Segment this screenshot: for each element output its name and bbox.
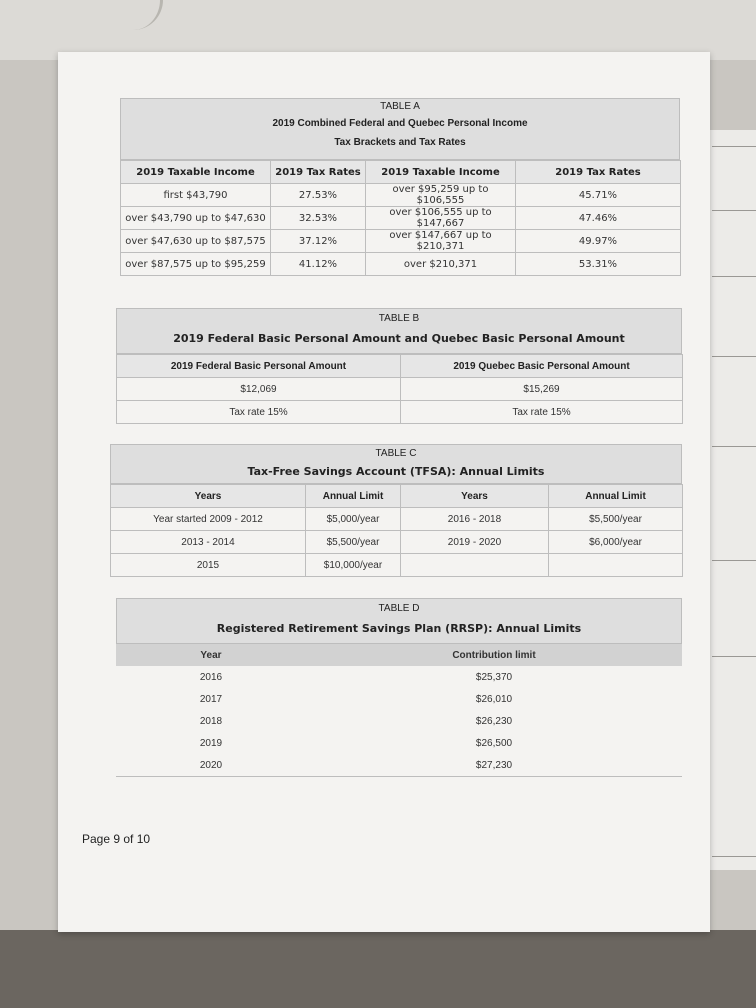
table-a-header-row bbox=[121, 161, 681, 184]
table-cell: first $43,790 bbox=[121, 184, 271, 207]
underlying-sheet-line bbox=[712, 446, 756, 447]
table-cell: over $95,259 up to $106,555 bbox=[366, 184, 516, 207]
table-cell: $12,069 bbox=[117, 378, 401, 401]
table-cell: 2016 bbox=[199, 671, 223, 683]
table-c-label: TABLE C bbox=[375, 448, 417, 459]
desk-background-top bbox=[0, 0, 756, 60]
table-cell: $26,230 bbox=[475, 715, 513, 727]
table-cell: $10,000/year bbox=[306, 554, 401, 577]
table-b-grid bbox=[116, 354, 683, 424]
underlying-sheet-line bbox=[712, 146, 756, 147]
table-b bbox=[116, 308, 682, 424]
table-b-col-header: 2019 Quebec Basic Personal Amount bbox=[401, 355, 683, 378]
table-c-col-header: Annual Limit bbox=[306, 485, 401, 508]
table-a-col-header: 2019 Taxable Income bbox=[366, 161, 516, 184]
table-row bbox=[121, 230, 681, 253]
underlying-sheet-line bbox=[712, 356, 756, 357]
table-c-header bbox=[110, 444, 682, 484]
table-a-col-header: 2019 Tax Rates bbox=[271, 161, 366, 184]
underlying-sheet-line bbox=[712, 276, 756, 277]
table-cell: 2016 - 2018 bbox=[401, 508, 549, 531]
table-d bbox=[116, 598, 682, 777]
table-cell: 2015 bbox=[111, 554, 306, 577]
table-row bbox=[121, 207, 681, 230]
table-cell bbox=[549, 554, 683, 577]
table-b-header-row bbox=[117, 355, 683, 378]
table-row bbox=[116, 754, 682, 777]
table-cell: over $147,667 up to $210,371 bbox=[366, 230, 516, 253]
table-c-col-header: Annual Limit bbox=[549, 485, 683, 508]
table-b-col-header: 2019 Federal Basic Personal Amount bbox=[117, 355, 401, 378]
table-cell: 2017 bbox=[199, 693, 223, 705]
table-cell: over $43,790 up to $47,630 bbox=[121, 207, 271, 230]
table-d-header-row bbox=[116, 644, 682, 666]
table-cell: 2018 bbox=[199, 715, 223, 727]
table-cell: 2019 - 2020 bbox=[401, 531, 549, 554]
table-a-label: TABLE A bbox=[380, 101, 420, 112]
table-cell: $5,500/year bbox=[549, 508, 683, 531]
table-a-header bbox=[120, 98, 680, 160]
table-cell: $6,000/year bbox=[549, 531, 683, 554]
table-cell: 2019 bbox=[199, 737, 223, 749]
table-c-col-header: Years bbox=[401, 485, 549, 508]
table-cell: 49.97% bbox=[516, 230, 681, 253]
underlying-sheet-line bbox=[712, 210, 756, 211]
table-cell: over $47,630 up to $87,575 bbox=[121, 230, 271, 253]
table-row bbox=[116, 710, 682, 732]
table-d-label: TABLE D bbox=[378, 603, 420, 614]
desk-background-bottom bbox=[0, 930, 756, 1008]
table-cell: over $87,575 up to $95,259 bbox=[121, 253, 271, 276]
table-row bbox=[117, 378, 683, 401]
table-d-grid bbox=[116, 644, 682, 777]
table-row bbox=[116, 732, 682, 754]
underlying-sheet-line bbox=[712, 856, 756, 857]
table-cell: 47.46% bbox=[516, 207, 681, 230]
underlying-sheet-line bbox=[712, 560, 756, 561]
table-cell: 27.53% bbox=[271, 184, 366, 207]
table-row bbox=[117, 401, 683, 424]
table-row bbox=[121, 253, 681, 276]
table-a-title: 2019 Combined Federal and Quebec Personal Income bbox=[272, 118, 528, 129]
table-c bbox=[110, 444, 682, 577]
table-d-col-header: Contribution limit bbox=[452, 649, 536, 661]
table-a-col-header: 2019 Tax Rates bbox=[516, 161, 681, 184]
table-b-header bbox=[116, 308, 682, 354]
table-cell: $27,230 bbox=[475, 759, 513, 771]
table-b-title: 2019 Federal Basic Personal Amount and Quebec Basic Personal Amount bbox=[173, 332, 625, 345]
table-cell: $5,500/year bbox=[306, 531, 401, 554]
table-a-col-header: 2019 Taxable Income bbox=[121, 161, 271, 184]
table-cell: 2013 - 2014 bbox=[111, 531, 306, 554]
table-cell: 45.71% bbox=[516, 184, 681, 207]
table-cell: $26,500 bbox=[475, 737, 513, 749]
table-cell: 32.53% bbox=[271, 207, 366, 230]
table-a-grid bbox=[120, 160, 681, 276]
table-row bbox=[111, 554, 683, 577]
table-cell: over $210,371 bbox=[366, 253, 516, 276]
table-row bbox=[111, 531, 683, 554]
table-cell: 2020 bbox=[199, 759, 223, 771]
table-row bbox=[121, 184, 681, 207]
table-row bbox=[111, 508, 683, 531]
table-row bbox=[116, 666, 682, 688]
table-d-col-header: Year bbox=[200, 649, 222, 661]
table-cell bbox=[401, 554, 549, 577]
page-number: Page 9 of 10 bbox=[82, 832, 151, 846]
table-cell: $26,010 bbox=[475, 693, 513, 705]
table-cell: $5,000/year bbox=[306, 508, 401, 531]
table-row bbox=[116, 688, 682, 710]
table-cell: Tax rate 15% bbox=[117, 401, 401, 424]
table-cell: Year started 2009 - 2012 bbox=[111, 508, 306, 531]
table-c-title: Tax-Free Savings Account (TFSA): Annual Limits bbox=[247, 465, 545, 478]
table-d-title: Registered Retirement Savings Plan (RRSP): Annual Limits bbox=[216, 622, 582, 635]
table-cell: 53.31% bbox=[516, 253, 681, 276]
table-cell: over $106,555 up to $147,667 bbox=[366, 207, 516, 230]
table-cell: $15,269 bbox=[401, 378, 683, 401]
table-a bbox=[120, 98, 680, 276]
underlying-sheet-line bbox=[712, 656, 756, 657]
table-cell: 37.12% bbox=[271, 230, 366, 253]
table-c-col-header: Years bbox=[111, 485, 306, 508]
table-cell: Tax rate 15% bbox=[401, 401, 683, 424]
table-b-label: TABLE B bbox=[378, 313, 420, 324]
table-c-grid bbox=[110, 484, 683, 577]
table-d-header bbox=[116, 598, 682, 644]
table-cell: $25,370 bbox=[475, 671, 513, 683]
table-cell: 41.12% bbox=[271, 253, 366, 276]
table-c-header-row bbox=[111, 485, 683, 508]
table-a-subtitle: Tax Brackets and Tax Rates bbox=[334, 137, 466, 148]
